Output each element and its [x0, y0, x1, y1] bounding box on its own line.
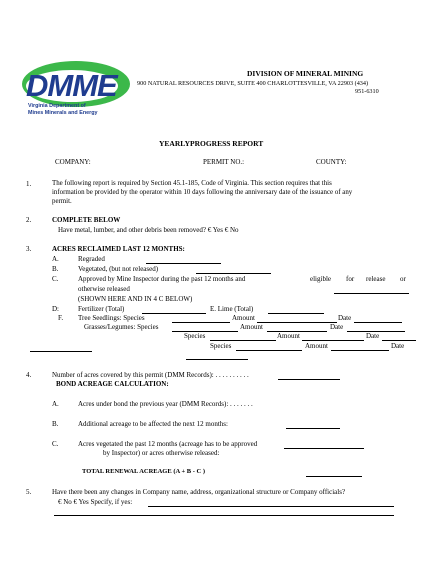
tree-species-field[interactable] — [172, 322, 230, 323]
section2-number: 2. — [26, 216, 32, 224]
species-label-3: Species — [210, 342, 232, 350]
bond-calc-heading: BOND ACREAGE CALCULATION: — [56, 380, 169, 388]
section4-number: 4. — [26, 371, 32, 379]
changes-question: Have there been any changes in Company name, address, organizational structure or Company officials? — [52, 488, 346, 496]
section2-heading: COMPLETE BELOW — [52, 216, 121, 224]
bond-previous-label: Acres under bond the previous year (DMM Records): . . . . . . . — [78, 400, 253, 408]
acres-vegetated-label-2: by Inspector) or acres otherwise released: — [103, 449, 220, 457]
eligible-word: eligible — [310, 275, 331, 283]
section3-heading: ACRES RECLAIMED LAST 12 MONTHS: — [52, 245, 185, 253]
tree-seedlings-label: Tree Seedlings: Species — [78, 314, 145, 322]
tree-date-field[interactable] — [354, 322, 402, 323]
division-address: 900 NATURAL RESOURCES DRIVE, SUITE 400 CHARLOTTESVILLE, VA 22903 (434) — [137, 80, 369, 87]
date-label-3: Date — [391, 342, 405, 350]
acres-covered-field[interactable] — [278, 379, 340, 380]
item-b-letter: B. — [52, 265, 59, 273]
debris-question[interactable]: Have metal, lumber, and other debris been removed? € Yes € No — [58, 226, 239, 234]
bond-a-letter: A. — [52, 400, 59, 408]
tree-amount-field[interactable] — [257, 322, 337, 323]
date-label-2: Date — [366, 332, 380, 340]
section5-number: 5. — [26, 488, 32, 496]
lime-field[interactable] — [268, 313, 324, 314]
released-field[interactable] — [334, 293, 409, 294]
changes-options[interactable]: € No € Yes Specify, if yes: — [58, 498, 133, 506]
vegetated-field[interactable] — [196, 273, 271, 274]
section1-line3: permit. — [52, 198, 72, 205]
additional-acreage-field[interactable] — [286, 428, 340, 429]
specify-field-1[interactable] — [148, 506, 394, 507]
permit-label: PERMIT NO.: — [203, 158, 245, 166]
fertilizer-label: Fertilizer (Total) — [78, 305, 125, 313]
division-phone: 951-6310 — [355, 88, 379, 95]
item-d-letter: D: — [52, 305, 59, 313]
amount-field-2[interactable] — [302, 340, 364, 341]
dept-name-line1: Virginia Department of — [28, 103, 86, 109]
acres-covered-label: Number of acres covered by this permit (DMM Records): . . . . . . . . . . — [52, 371, 249, 379]
for-word: for — [346, 275, 355, 283]
or-word: or — [400, 275, 406, 283]
grasses-label: Grasses/Legumes: Species — [84, 323, 159, 331]
shown-here-note: (SHOWN HERE AND IN 4 C BELOW) — [78, 295, 193, 303]
amount-label-2: Amount — [277, 332, 300, 340]
amount-field-3[interactable] — [331, 350, 389, 351]
report-title: YEARLYPROGRESS REPORT — [159, 139, 264, 148]
tree-amount-label: Amount — [232, 314, 255, 322]
acres-vegetated-label: Acres vegetated the past 12 months (acreage has to be approved — [78, 440, 258, 448]
grasses-amount-label: Amount — [240, 323, 263, 331]
fertilizer-field[interactable] — [142, 313, 206, 314]
regraded-field[interactable] — [146, 263, 221, 264]
division-title: DIVISION OF MINERAL MINING — [247, 69, 364, 78]
item-a-letter: A. — [52, 255, 59, 263]
blank-field-left[interactable] — [30, 351, 92, 352]
vegetated-label: Vegetated, (but not released) — [78, 265, 159, 273]
amount-label-3: Amount — [305, 342, 328, 350]
section1-number: 1. — [26, 180, 32, 188]
bond-c-letter: C. — [52, 440, 59, 448]
total-renewal-label: TOTAL RENEWAL ACREAGE (A + B - C ) — [82, 468, 206, 475]
release-word: release — [366, 275, 386, 283]
item-c-letter: C. — [52, 275, 59, 283]
specify-field-2[interactable] — [54, 515, 394, 516]
company-label: COMPANY: — [55, 158, 91, 166]
grasses-species-field[interactable] — [172, 331, 238, 332]
tree-date-label: Date — [338, 314, 352, 322]
additional-acreage-label: Additional acreage to be affected the next 12 months: — [78, 420, 228, 428]
county-label: COUNTY: — [316, 158, 347, 166]
lime-label: E. Lime (Total) — [210, 305, 254, 313]
item-f-letter: F. — [58, 314, 64, 322]
species-field-2[interactable] — [210, 340, 276, 341]
blank-field-center[interactable] — [186, 359, 248, 360]
dept-name-line2: Mines Minerals and Energy — [28, 110, 98, 116]
species-field-3[interactable] — [236, 350, 302, 351]
date-field-2[interactable] — [382, 340, 416, 341]
logo-text: DMME — [26, 68, 117, 103]
species-label-2: Species — [184, 332, 206, 340]
released-label: otherwise released — [78, 285, 130, 293]
acres-vegetated-field[interactable] — [284, 448, 364, 449]
grasses-date-label: Date — [330, 323, 344, 331]
section1-line1: The following report is required by Section 45.1-185, Code of Virginia. This section requires that this — [52, 180, 332, 187]
section1-line2: information be provided by the operator within 10 days following the anniversary date of the issuance of any — [52, 189, 353, 196]
approved-label: Approved by Mine Inspector during the past 12 months and — [78, 275, 246, 283]
regraded-label: Regraded — [78, 255, 105, 263]
total-renewal-field[interactable] — [306, 476, 362, 477]
section3-number: 3. — [26, 245, 32, 253]
bond-b-letter: B. — [52, 420, 59, 428]
